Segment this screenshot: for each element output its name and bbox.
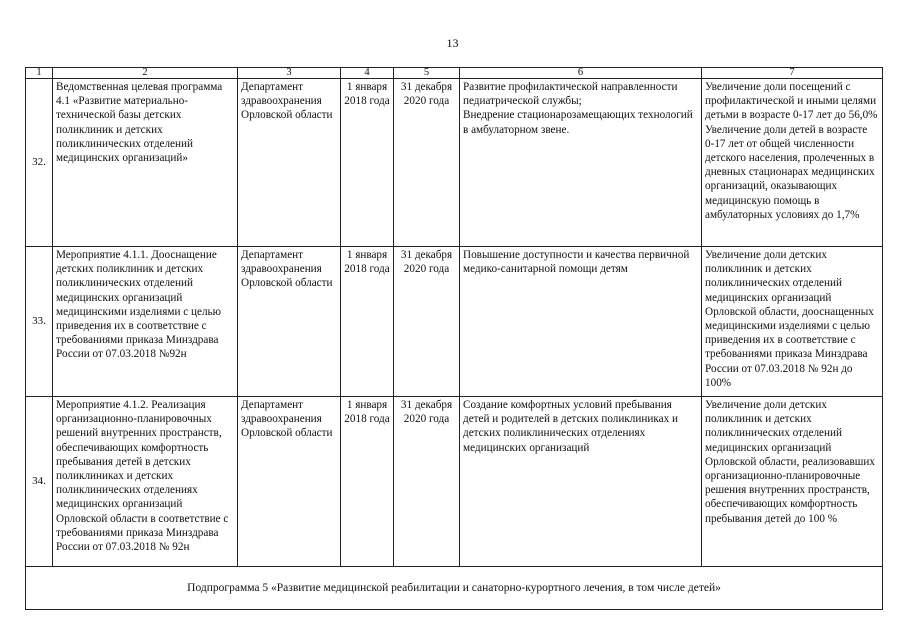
result-line: Создание комфортных условий пребывания детей и родителей в детских поликлиниках и детских поликлинических отделениях медицинских организаций bbox=[463, 399, 678, 454]
indicator-line: Увеличение доли детей в возрасте 0-17 лет от общей численности детского населения, пролеченных в дневных стационарах медицинских организаций, оказывающих медицинскую помощь в амбулаторных условиях до 1,7% bbox=[705, 123, 875, 221]
target-indicator bbox=[702, 397, 883, 567]
row-number: 34. bbox=[26, 397, 53, 567]
indicator-line: Увеличение доли детских поликлиник и детских поликлинических отделений медицинских организаций Орловской области, дооснащенных медицинскими изделиями с целью приведения их в соответствие с требованиями приказа Минздрава России от 07.03.2018 № 92н до 100% bbox=[705, 249, 874, 389]
target-indicator bbox=[702, 247, 883, 397]
column-number-row bbox=[26, 68, 883, 79]
end-date: 31 декабря 2020 года bbox=[394, 79, 460, 247]
column-number: 6 bbox=[460, 68, 702, 79]
column-number: 2 bbox=[53, 68, 238, 79]
expected-result bbox=[460, 79, 702, 247]
end-date: 31 декабря 2020 года bbox=[394, 247, 460, 397]
start-date: 1 января 2018 года bbox=[341, 247, 394, 397]
responsible-executor: Департамент здравоохранения Орловской области bbox=[238, 79, 341, 247]
row-number: 33. bbox=[26, 247, 53, 397]
column-number: 1 bbox=[26, 68, 53, 79]
program-name: Мероприятие 4.1.1. Дооснащение детских поликлиник и детских поликлинических отделений медицинских организаций медицинскими изделиями с целью приведения их в соответствие с требованиями приказа Минздрава России от 07.03.2018 №92н bbox=[53, 247, 238, 397]
responsible-executor: Департамент здравоохранения Орловской области bbox=[238, 397, 341, 567]
target-indicator bbox=[702, 79, 883, 247]
program-table bbox=[25, 67, 883, 610]
result-line: Повышение доступности и качества первичной медико-санитарной помощи детям bbox=[463, 249, 690, 276]
column-number: 3 bbox=[238, 68, 341, 79]
column-number: 4 bbox=[341, 68, 394, 79]
responsible-executor: Департамент здравоохранения Орловской области bbox=[238, 247, 341, 397]
result-line: Внедрение стационарозамещающих технологий в амбулаторном звене. bbox=[463, 109, 693, 136]
end-date: 31 декабря 2020 года bbox=[394, 397, 460, 567]
row-number: 32. bbox=[26, 79, 53, 247]
program-name: Мероприятие 4.1.2. Реализация организационно-планировочных решений внутренних пространств, обеспечивающих комфортность пребывания детей в детских поликлиниках и детских поликлинических отделениях медицинских организаций Орловской области в соответствие с требованиями приказа Минздрава России от 07.03.2018 № 92н bbox=[53, 397, 238, 567]
table-row bbox=[26, 247, 883, 397]
subprogram-title: Подпрограмма 5 «Развитие медицинской реабилитации и санаторно-курортного лечения, в том числе детей» bbox=[26, 567, 883, 610]
expected-result bbox=[460, 397, 702, 567]
table-row bbox=[26, 79, 883, 247]
start-date: 1 января 2018 года bbox=[341, 397, 394, 567]
expected-result bbox=[460, 247, 702, 397]
indicator-line: Увеличение доли детских поликлиник и детских поликлинических отделений медицинских организаций Орловской области, реализовавших организационно-планировочные решения внутренних пространств, обеспечивающих комфортность пребывания детей до 100 % bbox=[705, 399, 875, 525]
start-date: 1 января 2018 года bbox=[341, 79, 394, 247]
column-number: 5 bbox=[394, 68, 460, 79]
table-row bbox=[26, 397, 883, 567]
program-name: Ведомственная целевая программа 4.1 «Развитие материально-технической базы детских поликлиник и детских поликлинических отделений медицинских организаций» bbox=[53, 79, 238, 247]
result-line: Развитие профилактической направленности педиатрической службы; bbox=[463, 81, 678, 108]
indicator-line: Увеличение доли посещений с профилактической и иными целями детьми в возрасте 0-17 лет до 56,0% bbox=[705, 81, 878, 122]
subprogram-row bbox=[26, 567, 883, 610]
column-number: 7 bbox=[702, 68, 883, 79]
page-number: 13 bbox=[446, 36, 459, 50]
